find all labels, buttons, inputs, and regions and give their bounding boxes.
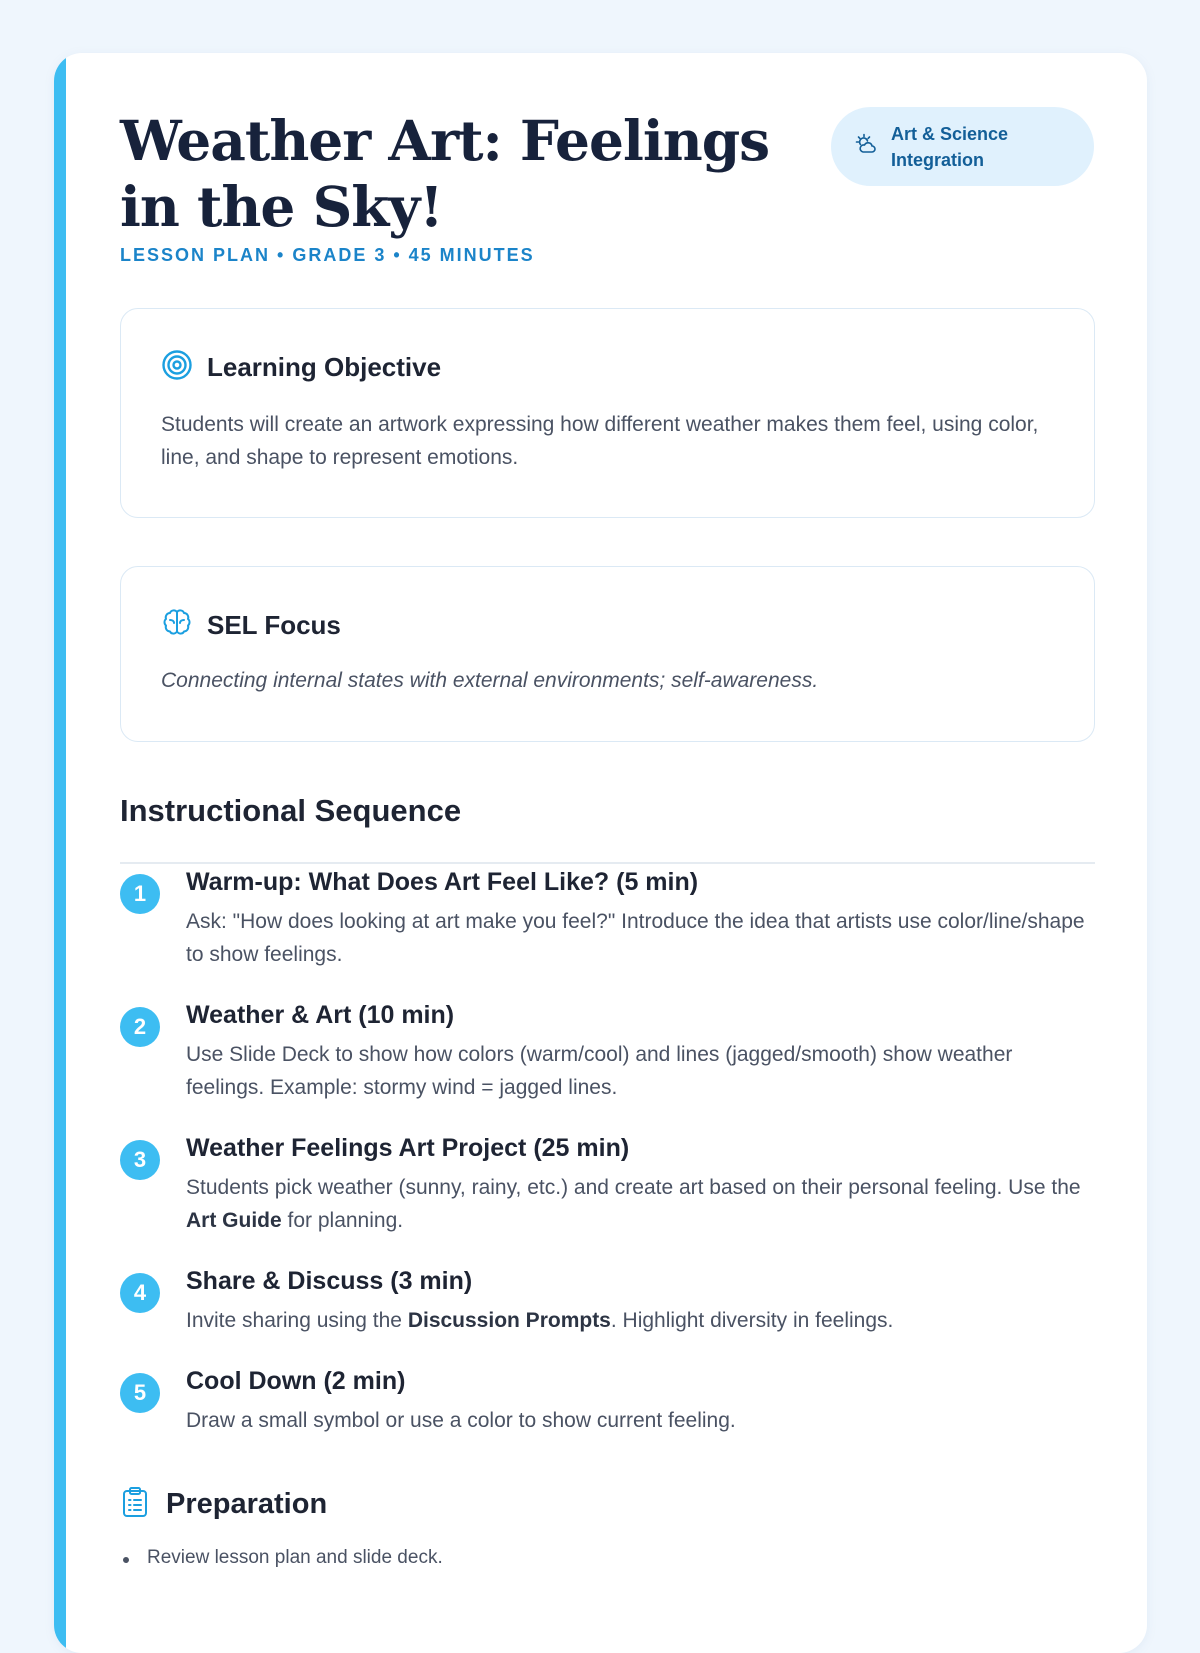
step-title: Weather & Art (10 min)	[186, 1001, 455, 1029]
step-title: Cool Down (2 min)	[186, 1367, 406, 1395]
preparation-title: Preparation	[166, 1488, 328, 1520]
objective-title: Learning Objective	[207, 352, 442, 382]
sel-text: Connecting internal states with external environments; self-awareness.	[161, 669, 819, 692]
step-number-badge: 5	[120, 1373, 160, 1413]
accent-bar	[54, 53, 66, 1653]
preparation-heading	[120, 1486, 327, 1523]
step-title: Share & Discuss (3 min)	[186, 1267, 473, 1295]
step-description: Ask: "How does looking at art make you feel?" Introduce the idea that artists use color/line/shape to show feelings.	[186, 910, 1085, 966]
page-title: Weather Art: Feelings in the Sky!	[120, 108, 770, 239]
sequence-heading: Instructional Sequence	[120, 793, 462, 828]
lesson-plan-card	[54, 53, 1147, 1653]
preparation-list	[120, 1543, 443, 1573]
subject-badge	[831, 107, 1094, 186]
badge-label: Art & Science Integration	[891, 123, 1009, 170]
step-number-badge: 3	[120, 1140, 160, 1180]
step-title: Weather Feelings Art Project (25 min)	[186, 1134, 630, 1162]
step-number-badge: 2	[120, 1007, 160, 1047]
objective-text: Students will create an artwork expressing how different weather makes them feel, using color, line, and shape to represent emotions.	[161, 413, 1039, 469]
learning-objective-card	[120, 308, 1095, 518]
sel-focus-card	[120, 566, 1095, 742]
step-description: Invite sharing using the Discussion Prompts. Highlight diversity in feelings.	[186, 1309, 894, 1332]
clipboard-icon	[120, 1486, 150, 1523]
step-number-badge: 4	[120, 1273, 160, 1313]
step-number-badge: 1	[120, 874, 160, 914]
lesson-meta: LESSON PLAN • GRADE 3 • 45 MINUTES	[120, 245, 535, 265]
step-description: Draw a small symbol or use a color to show current feeling.	[186, 1409, 736, 1432]
list-item: Review lesson plan and slide deck.	[120, 1543, 443, 1573]
sel-title: SEL Focus	[207, 610, 341, 640]
step-title: Warm-up: What Does Art Feel Like? (5 min)	[186, 868, 699, 896]
step-description: Use Slide Deck to show how colors (warm/cool) and lines (jagged/smooth) show weather feelings. Example: stormy wind = jagged lines.	[186, 1043, 1013, 1099]
target-icon	[161, 349, 193, 386]
brain-icon	[161, 607, 193, 644]
sun-cloud-icon	[855, 132, 879, 161]
step-description: Students pick weather (sunny, rainy, etc.) and create art based on their personal feeling. Use the Art Guide for planning.	[186, 1176, 1081, 1232]
section-divider	[120, 862, 1095, 864]
